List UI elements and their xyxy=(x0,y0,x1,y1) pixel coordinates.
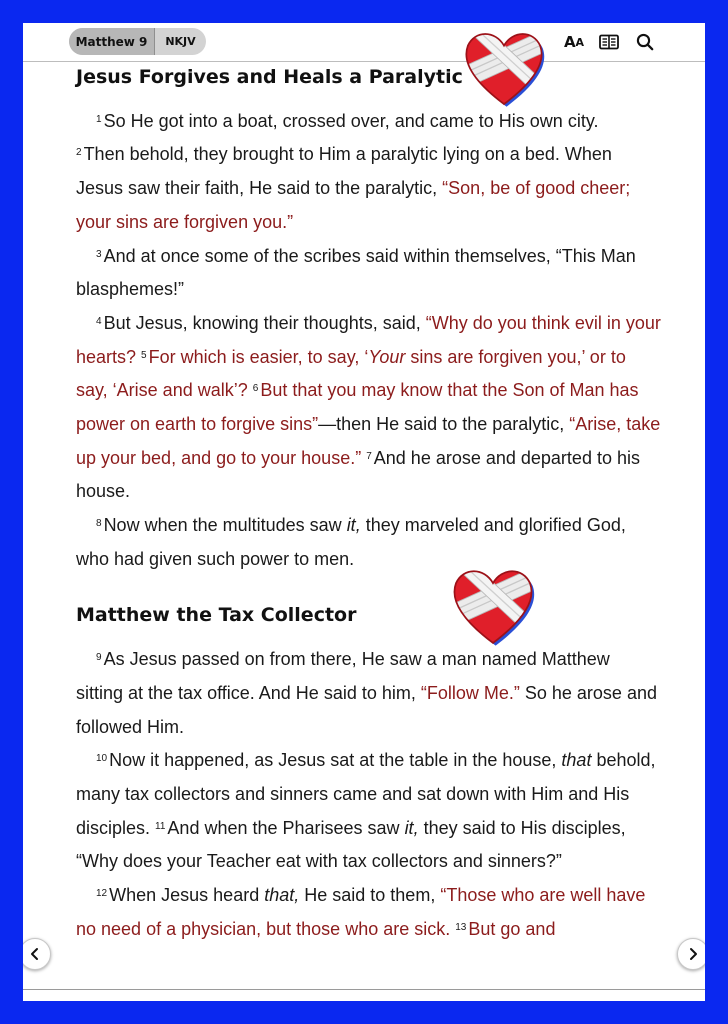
verse-text: So He got into a boat, crossed over, and came to His own city. xyxy=(103,110,599,131)
verse-text: behold, many tax collectors and sinners came and sat down with Him and His disciples. xyxy=(76,750,656,838)
verse-text: they marveled and glorified God, who had given such power to men. xyxy=(76,515,626,569)
verse-text: So he arose and followed Him. xyxy=(76,682,657,737)
verse-number: 3 xyxy=(96,248,102,260)
verse-text: When Jesus heard xyxy=(109,885,265,906)
search-icon[interactable] xyxy=(633,30,657,54)
reader-toolbar xyxy=(23,23,705,61)
verse-number: 11 xyxy=(155,820,166,832)
verse-number: 6 xyxy=(252,383,259,395)
mending-heart-emoji xyxy=(460,25,548,111)
reader-page xyxy=(23,23,705,1001)
mending-heart-emoji xyxy=(447,562,539,650)
verse-text: it, xyxy=(346,515,361,536)
words-of-christ: “Son, be of good cheer; your sins are forgiven you.” xyxy=(76,178,631,232)
words-of-christ: For which is easier, to say, ‘ xyxy=(148,346,369,367)
version-button[interactable]: NKJV xyxy=(165,35,196,48)
verse-text: it, xyxy=(404,817,419,838)
verse-text: As Jesus passed on from there, He saw a man named Matthew sitting at the tax office. And He said to him, xyxy=(76,649,610,703)
reference-selector[interactable] xyxy=(69,28,206,55)
verse-number: 10 xyxy=(96,753,108,765)
verse-text: But Jesus, knowing their thoughts, said, xyxy=(103,312,426,333)
verse-paragraph xyxy=(76,879,661,946)
text-size-button[interactable] xyxy=(561,30,587,54)
book-icon[interactable] xyxy=(597,30,621,54)
verse-paragraph xyxy=(76,105,661,139)
previous-chapter-button[interactable] xyxy=(23,938,51,970)
words-of-christ: “Why do you think evil in your hearts? xyxy=(76,312,661,367)
verse-number: 5 xyxy=(141,349,147,361)
words-of-christ: Your xyxy=(368,346,406,367)
verse-text: Now it happened, as Jesus sat at the table in the house, xyxy=(109,750,562,771)
words-of-christ: But go and xyxy=(468,918,556,939)
text-size-icon-small: A xyxy=(575,35,585,49)
verse-text: they said to His disciples, “Why does your Teacher eat with tax collectors and sinners?” xyxy=(76,817,626,872)
verse-text: —then He said to the paralytic, xyxy=(318,414,570,435)
verse-text: that xyxy=(561,750,592,771)
book-chapter-button[interactable]: Matthew 9 xyxy=(69,28,155,55)
text-size-icon-large: A xyxy=(563,33,576,51)
words-of-christ: But that you may know that the Son of Man has power on earth to forgive sins” xyxy=(76,380,639,435)
verse-text: And at once some of the scribes said within themselves, “This Man blasphemes!” xyxy=(76,245,636,300)
verse-text: And he arose and departed to his house. xyxy=(76,447,640,502)
next-chapter-button[interactable] xyxy=(677,938,705,970)
verse-paragraph xyxy=(76,643,661,744)
verse-number: 4 xyxy=(96,315,102,327)
footer-divider xyxy=(23,989,705,990)
verse-paragraph xyxy=(76,240,661,307)
section-heading: Matthew the Tax Collector xyxy=(76,603,357,626)
verse-paragraph xyxy=(76,138,661,239)
verse-number: 7 xyxy=(366,450,372,462)
verse-text: And when the Pharisees saw xyxy=(167,817,405,838)
verse-number: 9 xyxy=(96,652,102,664)
scripture-text xyxy=(76,61,661,947)
verse-text: that, xyxy=(264,885,300,906)
verse-number: 8 xyxy=(96,518,102,530)
words-of-christ: sins are forgiven you,’ or to say, ‘Arise and walk’? xyxy=(76,346,626,401)
verse-text: Now when the multitudes saw xyxy=(103,515,347,536)
verse-text: He said to them, xyxy=(299,885,441,906)
words-of-christ: “Arise, take up your bed, and go to your house.” xyxy=(76,414,661,468)
section-heading: Jesus Forgives and Heals a Paralytic xyxy=(76,66,463,88)
verse-number: 1 xyxy=(96,113,102,125)
verse-paragraph xyxy=(76,509,661,576)
chevron-right-icon xyxy=(687,947,699,961)
verse-paragraph xyxy=(76,307,661,509)
verse-number: 12 xyxy=(96,888,108,900)
verse-number: 13 xyxy=(455,921,467,933)
words-of-christ: “Those who are well have no need of a physician, but those who are sick. xyxy=(76,885,646,939)
verse-number: 2 xyxy=(76,147,82,159)
chevron-left-icon xyxy=(29,947,41,961)
verse-text: Then behold, they brought to Him a paralytic lying on a bed. When Jesus saw their faith, He said to the paralytic, xyxy=(76,144,612,199)
words-of-christ: “Follow Me.” xyxy=(420,682,520,703)
verse-paragraph xyxy=(76,744,661,879)
